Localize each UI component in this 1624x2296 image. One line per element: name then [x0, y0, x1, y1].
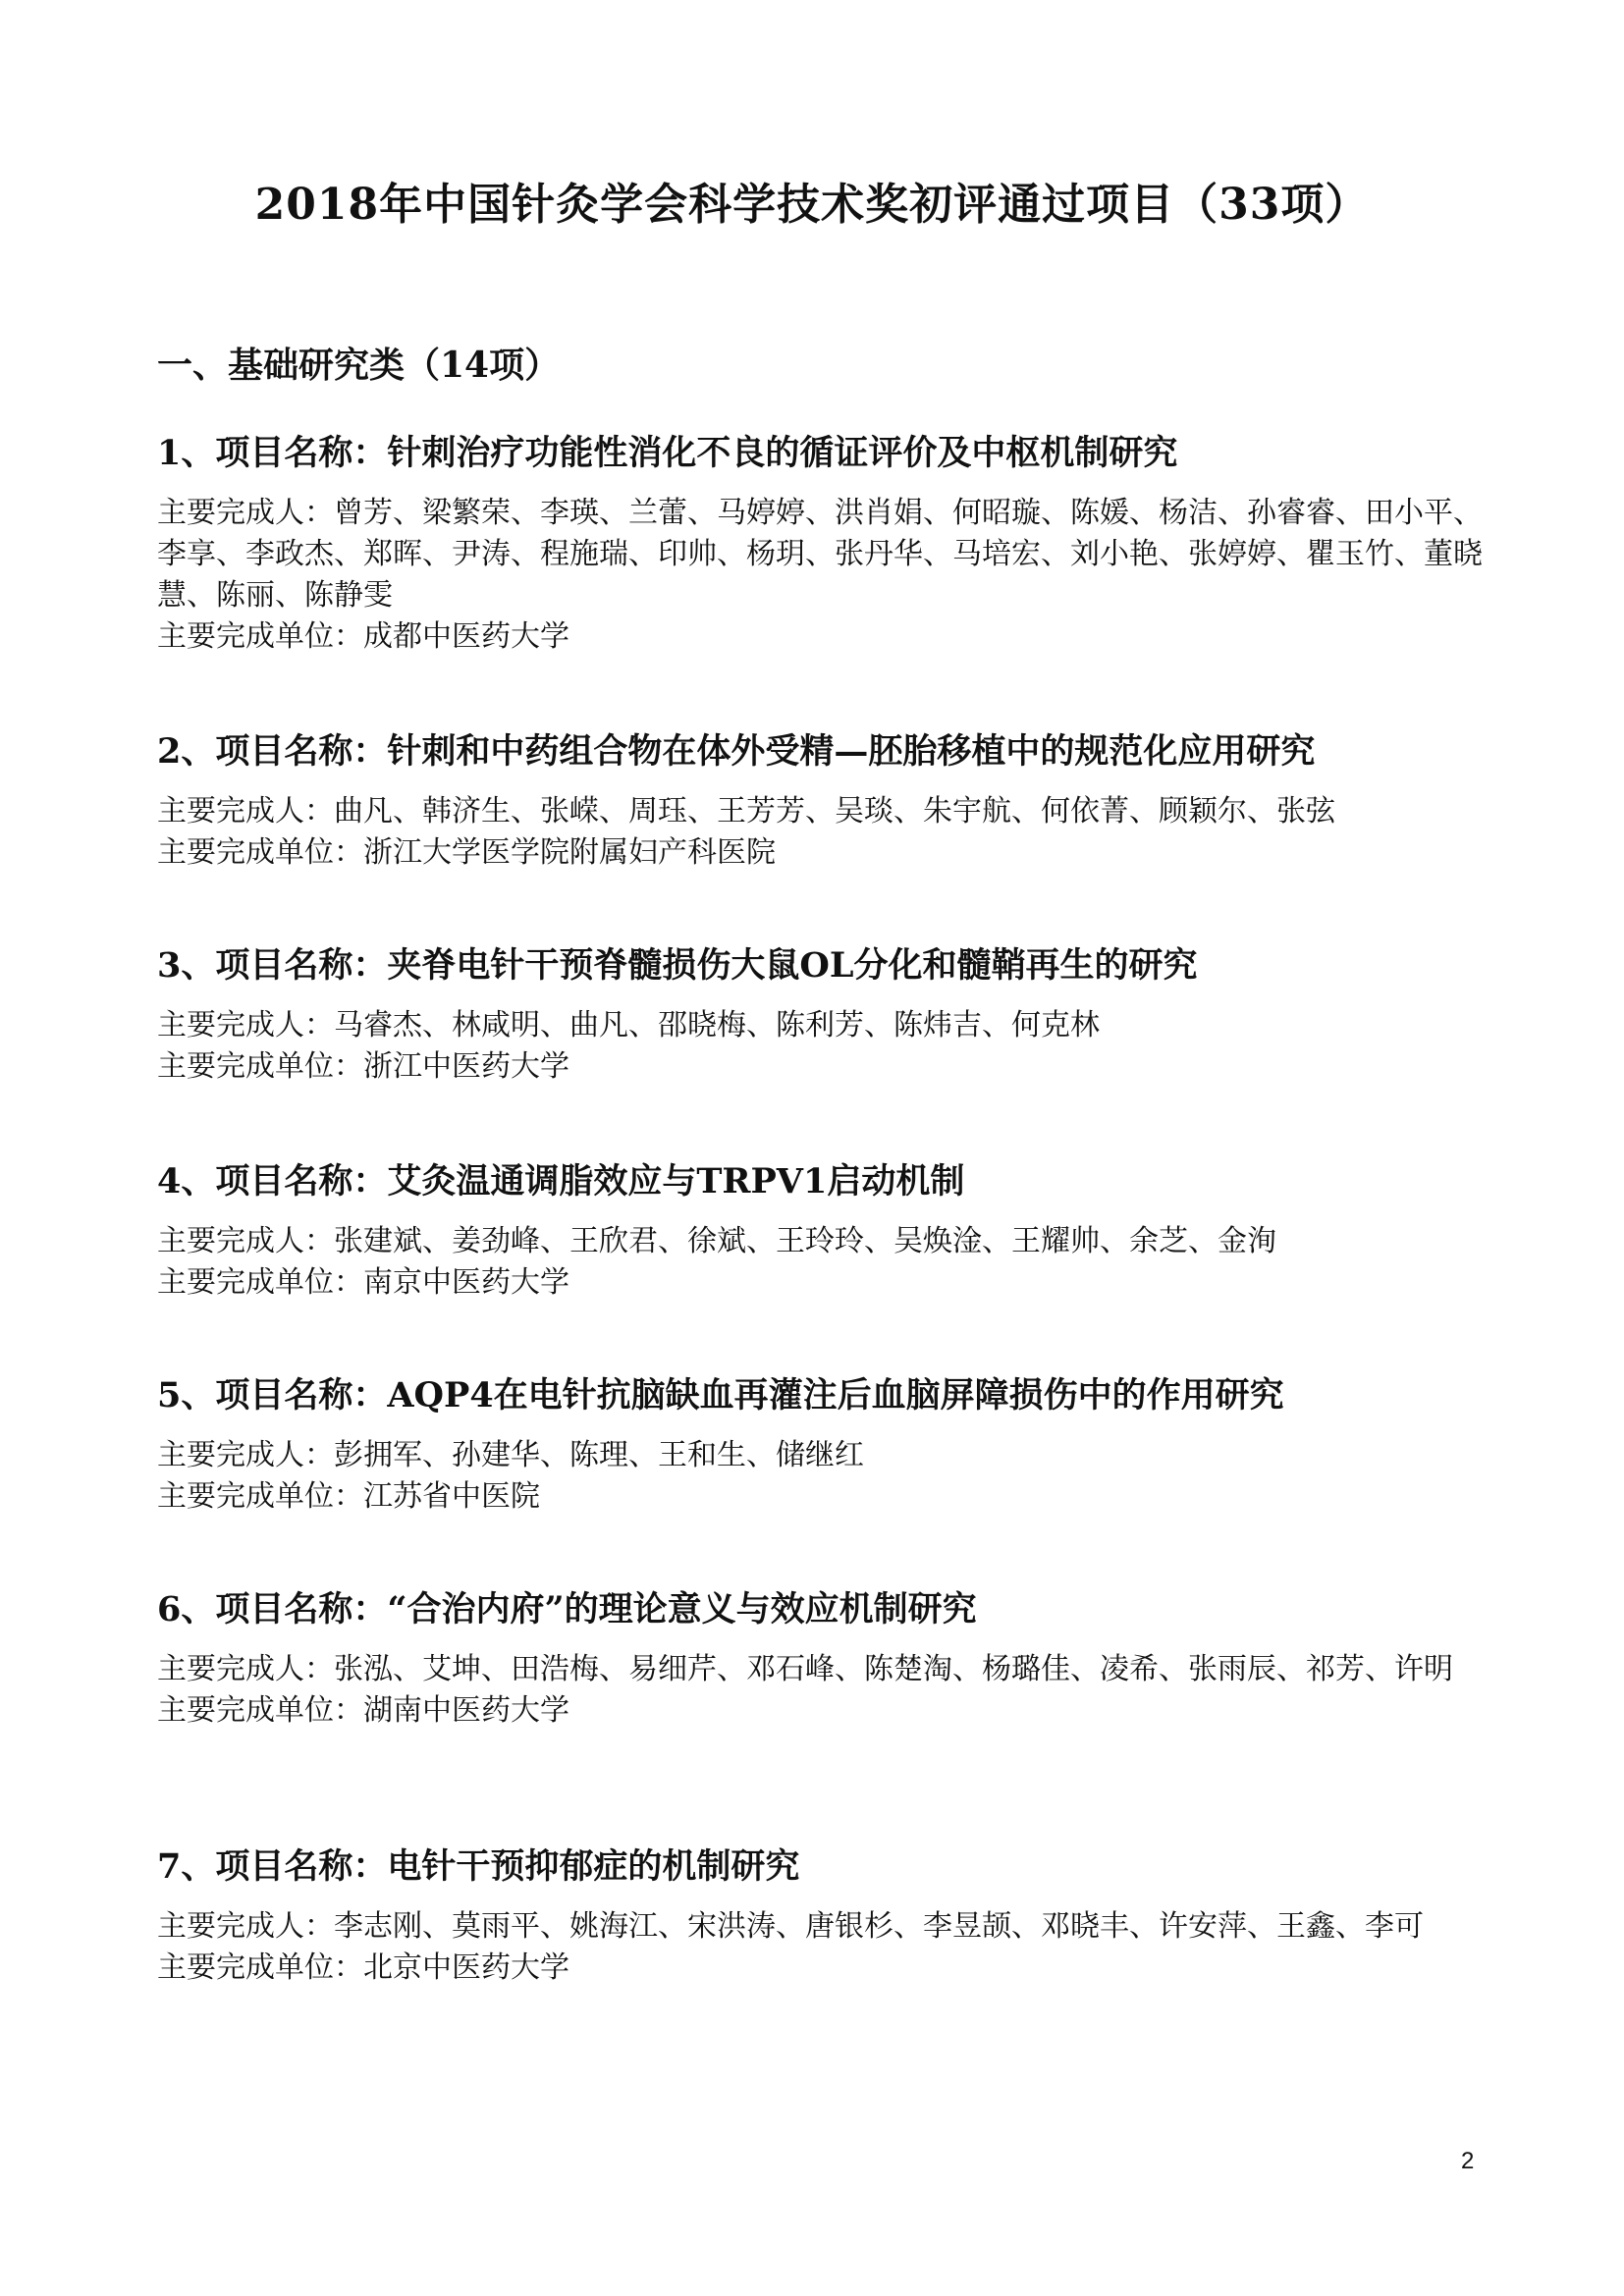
project-completers: 主要完成人：曾芳、梁繁荣、李瑛、兰蕾、马婷婷、洪肖娟、何昭璇、陈媛、杨洁、孙睿睿、田小平、李享、李政杰、郑晖、尹涛、程施瑞、印帅、杨玥、张丹华、马培宏、刘小艳、张婷婷、瞿玉竹、董晓慧、陈丽、陈静雯	[157, 496, 1483, 613]
project-completers: 主要完成人：彭拥军、孙建华、陈理、王和生、储继红	[157, 1438, 864, 1472]
project-unit: 主要完成单位：浙江中医药大学	[157, 1049, 569, 1084]
project-item	[157, 942, 1492, 1088]
project-unit: 主要完成单位：南京中医药大学	[157, 1265, 569, 1300]
project-title: 4、项目名称：艾灸温通调脂效应与TRPV1启动机制	[157, 1161, 965, 1201]
project-item	[157, 1586, 1492, 1732]
project-title: 2、项目名称：针刺和中药组合物在体外受精—胚胎移植中的规范化应用研究	[157, 731, 1316, 772]
project-unit: 主要完成单位：浙江大学医学院附属妇产科医院	[157, 835, 776, 870]
project-unit: 主要完成单位：湖南中医药大学	[157, 1693, 569, 1728]
section-heading: 一、基础研究类（14项）	[157, 345, 561, 386]
project-title: 6、项目名称：“合治内府”的理论意义与效应机制研究	[157, 1589, 977, 1629]
project-completers: 主要完成人：张建斌、姜劲峰、王欣君、徐斌、王玲玲、吴焕淦、王耀帅、余芝、金洵	[157, 1224, 1276, 1258]
project-completers: 主要完成人：马睿杰、林咸明、曲凡、邵晓梅、陈利芳、陈炜吉、何克林	[157, 1008, 1100, 1042]
project-title: 3、项目名称：夹脊电针干预脊髓损伤大鼠OL分化和髓鞘再生的研究	[157, 945, 1198, 986]
project-item	[157, 1158, 1492, 1304]
project-item	[157, 728, 1492, 874]
project-unit: 主要完成单位：江苏省中医院	[157, 1479, 540, 1514]
project-title: 7、项目名称：电针干预抑郁症的机制研究	[157, 1846, 800, 1887]
project-title: 5、项目名称：AQP4在电针抗脑缺血再灌注后血脑屏障损伤中的作用研究	[157, 1375, 1284, 1415]
project-item	[157, 1843, 1492, 1989]
project-item	[157, 430, 1492, 658]
document-title: 2018年中国针灸学会科学技术奖初评通过项目（33项）	[254, 180, 1370, 230]
project-title: 1、项目名称：针刺治疗功能性消化不良的循证评价及中枢机制研究	[157, 433, 1178, 473]
project-completers: 主要完成人：张泓、艾坤、田浩梅、易细芹、邓石峰、陈楚淘、杨璐佳、凌希、张雨辰、祁芳、许明	[157, 1652, 1453, 1686]
project-unit: 主要完成单位：成都中医药大学	[157, 619, 569, 654]
page-number: 2	[1461, 2148, 1475, 2174]
project-item	[157, 1372, 1492, 1518]
project-completers: 主要完成人：李志刚、莫雨平、姚海江、宋洪涛、唐银杉、李昱颉、邓晓丰、许安萍、王鑫、李可	[157, 1909, 1424, 1944]
project-unit: 主要完成单位：北京中医药大学	[157, 1950, 569, 1985]
project-completers: 主要完成人：曲凡、韩济生、张嵘、周珏、王芳芳、吴琰、朱宇航、何依菁、顾颖尔、张弦	[157, 794, 1335, 828]
